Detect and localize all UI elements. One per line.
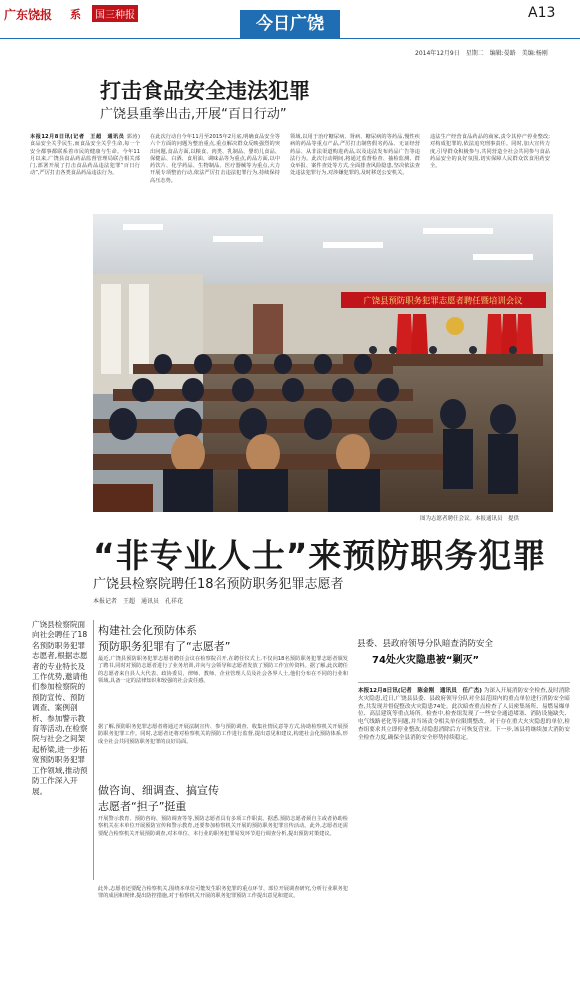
article1-col1 [30, 134, 146, 206]
sidebox-title: 74处火灾隐患被“剿灭” [372, 655, 480, 666]
section-title: 今日广饶 [240, 10, 340, 38]
meeting-scene-illustration [93, 214, 553, 512]
article1-col4: 违法生产经营食品药品的商家,责令其停产停业整改;对构成犯罪的,依法追究刑事责任。同时,加大宣传力度,引导群众积极参与,共同营造全社会共同参与食品药品安全的良好氛围,切实保障人民群众饮食用药安全。 [430, 134, 550, 170]
sidebox-kicker: 县委、县政府领导分队暗查消防安全 [357, 639, 494, 649]
article1-col1-text: 郭涛) 食品安全关乎民生,而食品安全关乎生命,每一个安全都事都联系着市民的健康与生命。今年11月以来,广饶县食品药品监督管理局联合相关部门,部署开展了打击食品药品违法犯罪“百日行动”,严厉打击各类食品药品违法行为。 [30, 134, 146, 177]
newspaper-logo: 广东饶报 [4, 8, 53, 22]
article2-intro: 广饶县检察院面向社会聘任了18名预防职务犯罪志愿者,根据志愿者的专业特长及工作优势,邀请他们参加检察院的预防宣传、预防调查、案例剖析、参加警示教育等活动,在检察院与社会之间架起桥梁,进一步拓宽预防职务犯罪工作领域,推动预防工作深入开展。 [32, 620, 88, 796]
article1-title: 打击食品安全违法犯罪 [100, 79, 310, 103]
column-divider [93, 620, 94, 880]
header-rule [0, 38, 580, 39]
article2-body2: 开展警示教育、预防咨询、预防调查等等,预防志愿者具有多项工作职责。据悉,预防志愿者须自主或者协助检察机关在本单位开展预防宣传和警示教育,还要参加检察机关开展的预防职务犯罪宣传活动。此外,志愿者还需要配合检察机关开展预防调查,对本单位、本行业的职务犯罪易发环节进行调查分析,提出预防对策建议。 [98, 816, 348, 837]
emblem-icon [446, 317, 464, 335]
article1-col3: 领域,以用于治疗糖尿病、肾病、糖尿病的等药品,慢性疾病的药品等重点产品,严厉打击制售假劣药品、无证经营药品、从非法渠道购进药品,以及违法发布药品广告等违法行为。此次行动期间,将通过监督检查、抽检监测、群众举报、案件查处等方式,全面排查风险隐患,坚决依法查处违法犯罪行为,对涉嫌犯罪的,及时移送公安机关。 [290, 134, 420, 177]
masthead [0, 0, 580, 40]
article2-subhead2a: 做咨询、细调查、搞宣传 [98, 784, 219, 797]
sidebox-body [358, 688, 570, 950]
article2-subhead2b: 志愿者“担子”挺重 [98, 800, 187, 813]
dept-label: 系 [70, 8, 81, 21]
page-number: A13 [528, 5, 556, 21]
article2-title: “非专业人士”来预防职务犯罪 [93, 536, 547, 575]
sidebox-byline: 本报12月8日讯(记者 陈金刚 通讯员 任广杰) [358, 688, 482, 694]
meeting-banner-text: 广饶县预防职务犯罪志愿者聘任暨培训会议 [363, 295, 523, 306]
dept-box: 国三种报 [92, 5, 138, 22]
article1-col2: 在此次行动自今年11月至2015年2月底,明确食品安全等六个方面的问题为整治重点,重点解决群众反映强烈的突出问题,食品方面,以粮食、肉类、乳制品、婴幼儿食品、保健品、白酒、食用油、调味品等为重点,药品方面,以中药饮片、化学药品、生物制品、医疗器械等为重点,大力开展专项整治行动,依法严厉打击违法犯罪行为,持续保持高压态势。 [150, 134, 280, 184]
dateline: 2014年12月9日 星期二 编辑:晏路 美编:杨刚 [415, 50, 548, 57]
photo-caption: 图为志愿者聘任会议。本报通讯员 提供 [420, 516, 520, 522]
article1-byline: 本报12月8日讯(记者 王超 通讯员 [30, 134, 125, 140]
article1-subtitle: 广饶县重拳出击,开展“百日行动” [100, 107, 287, 122]
article2-body1: 最近,广饶县预防职务犯罪志愿者聘任会议在检察院召开,在聘任仪式上,不仅向18名预防职务犯罪志愿者颁发了聘书,同时对预防志愿者进行了业务培训,并向与会领导和志愿者发放了预防工作宣传资料。据了解,此次聘任的志愿者来自县人大代表、政协委员、律师、教师、企业管理人员及社会各界人士,他们分布在不同的行业和领域,具备一定的法律知识和较强的社会责任感。 [98, 656, 348, 684]
sidebox-text: 为深入开展消防安全检查,及时消除火灾隐患,近日,广饶县县委、县政府领导分队对全县范围内的重点单位进行消防安全暗查,共发现并督促整改火灾隐患74处。此次暗查重点检查了人员密集场所、易燃易爆单位、高层建筑等重点场所。检查中,检查组发现了一些安全通道堵塞、消防设施缺失、电气线路老化等问题,并当场责令相关单位限期整改。对于存在重大火灾隐患的单位,检查组要求其立即停业整改,待隐患消除后方可恢复营业。下一步,该县将继续加大消防安全检查力度,确保全县消防安全形势持续稳定。 [358, 688, 571, 741]
article2-body1b: 据了解,预防职务犯罪志愿者将通过开展法制宣传、参与预防调查、收集社情民意等方式,协助检察机关开展预防职务犯罪工作。同时,志愿者还将对检察机关的预防工作进行监督,提出意见和建议,构建社会化预防体系,形成全社会共同预防职务犯罪的良好局面。 [98, 724, 348, 745]
article2-subhead1a: 构建社会化预防体系 [98, 624, 197, 637]
article2-body2b: 此外,志愿者还要配合检察机关,围绕本单位可能发生职务犯罪的重点环节、部位开展调查研究,分析行业职务犯罪的成因和规律,提出防控措施,对于检察机关开展的职务犯罪预防工作提出意见和建议。 [98, 886, 348, 900]
article2-subhead1b: 预防职务犯罪有了“志愿者” [98, 640, 231, 653]
meeting-photo [93, 214, 553, 512]
article2-byline: 本报记者 王超 通讯员 孔祥花 [93, 598, 184, 605]
article2-subtitle: 广饶县检察院聘任18名预防职务犯罪志愿者 [93, 577, 344, 592]
sidebox-rule [358, 682, 570, 683]
